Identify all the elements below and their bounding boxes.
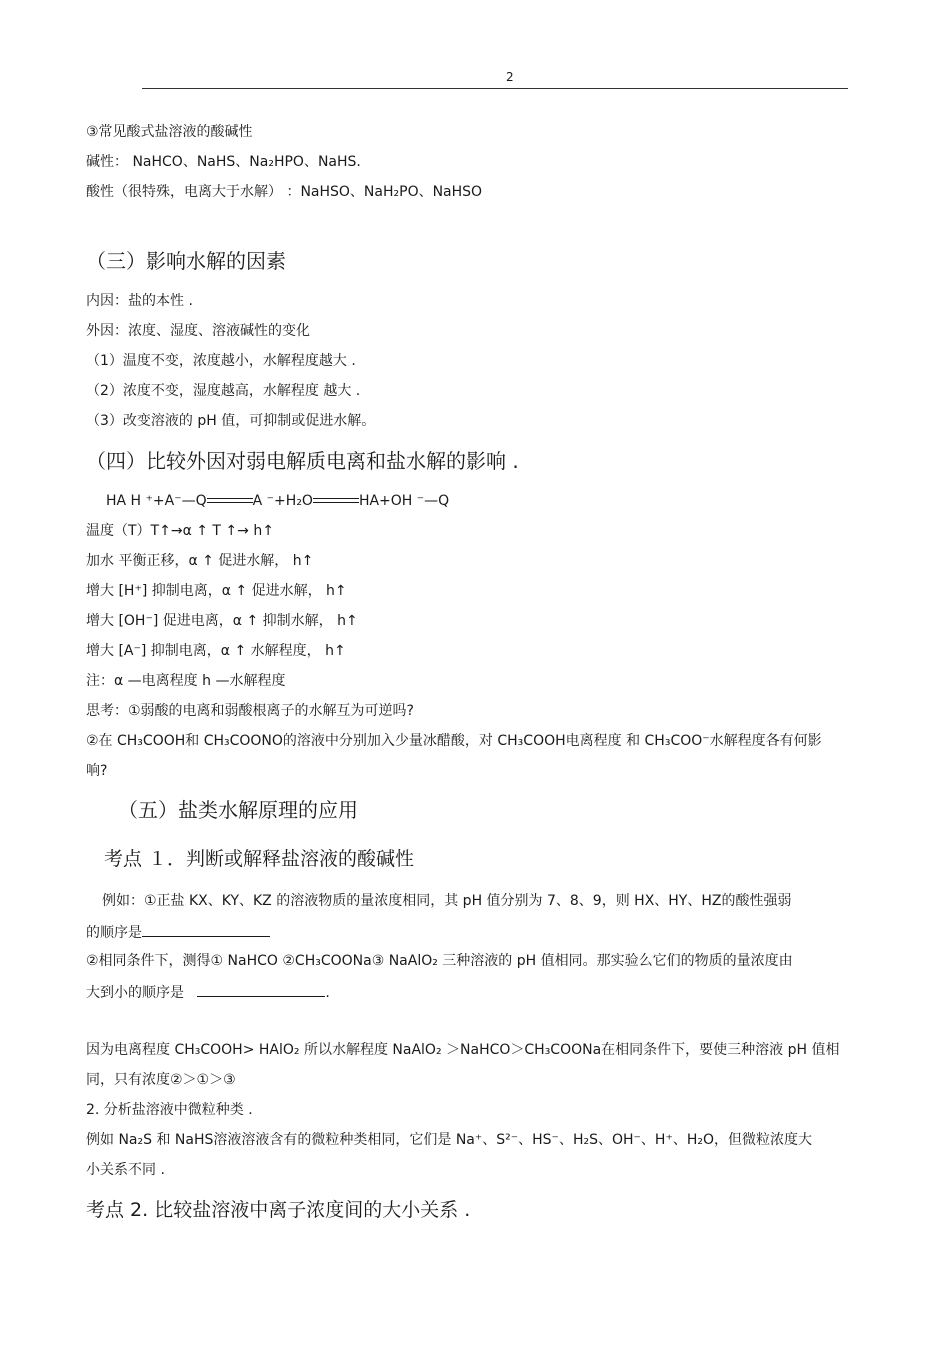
text-line: （1）温度不变，浓度越小，水解程度越大 . bbox=[86, 353, 356, 369]
equation-right: HA+OH ⁻—Q bbox=[358, 493, 450, 509]
text-line: 加水 平衡正移，α ↑ 促进水解， h↑ bbox=[86, 553, 314, 569]
text-line: ③常见酸式盐溶液的酸碱性 bbox=[86, 124, 253, 140]
page-number: 2 bbox=[506, 70, 514, 84]
text-line: ②在 CH₃COOH和 CH₃COONO的溶液中分别加入少量冰醋酸，对 CH₃COOH电离程度 和 CH₃COO⁻水解程度各有何影 bbox=[86, 733, 822, 749]
answer-blank[interactable] bbox=[197, 982, 325, 997]
text-line: 温度（T）T↑→α ↑ T ↑→ h↑ bbox=[86, 523, 274, 539]
text-line: 响? bbox=[86, 763, 108, 779]
text-line: （2）浓度不变，湿度越高，水解程度 越大 . bbox=[86, 383, 361, 399]
text-line: 例如：①正盐 KX、KY、KZ 的溶液物质的量浓度相同，其 pH 值分别为 7、8、9，则 HX、HY、HZ的酸性强弱 bbox=[102, 893, 792, 909]
text-line: 外因：浓度、湿度、溶液碱性的变化 bbox=[86, 323, 310, 339]
text-line: 注：α —电离程度 h —水解程度 bbox=[86, 673, 286, 689]
text-line: （3）改变溶液的 pH 值，可抑制或促进水解。 bbox=[86, 413, 376, 429]
section-heading: （三）影响水解的因素 bbox=[86, 249, 286, 273]
text-line: 思考：①弱酸的电离和弱酸根离子的水解互为可逆吗? bbox=[86, 703, 414, 719]
text-line: 2. 分析盐溶液中微粒种类 . bbox=[86, 1102, 253, 1118]
equilibrium-arrow bbox=[207, 497, 253, 505]
text-line: ②相同条件下，测得① NaHCO ②CH₃COONa③ NaAlO₂ 三种溶液的 pH 值相同。那实验么它们的物质的量浓度由 bbox=[86, 953, 793, 969]
text-line: 因为电离程度 CH₃COOH> HAlO₂ 所以水解程度 NaAlO₂ ＞NaHCO＞CH₃COONa在相同条件下，要使三种溶液 pH 值相 bbox=[86, 1042, 840, 1058]
equation-middle: A ⁻+H₂O bbox=[252, 493, 313, 509]
header-rule bbox=[142, 88, 848, 89]
text-line: 大到小的顺序是 . bbox=[86, 982, 330, 1002]
text-line: 增大 [A⁻] 抑制电离，α ↑ 水解程度， h↑ bbox=[86, 643, 346, 659]
text-line: 同，只有浓度②＞①＞③ bbox=[86, 1072, 236, 1088]
text-line: 例如 Na₂S 和 NaHS溶液溶液含有的微粒种类相同，它们是 Na⁺、S²⁻、HS⁻、H₂S、OH⁻、H⁺、H₂O，但微粒浓度大 bbox=[86, 1132, 812, 1148]
text-line: 小关系不同 . bbox=[86, 1162, 165, 1178]
text-line: 增大 [H⁺] 抑制电离，α ↑ 促进水解， h↑ bbox=[86, 583, 347, 599]
subsection-heading: 考点 2. 比较盐溶液中离子浓度间的大小关系 . bbox=[86, 1199, 471, 1221]
section-heading: （四）比较外因对弱电解质电离和盐水解的影响 . bbox=[86, 449, 519, 473]
text-line: 内因：盐的本性 . bbox=[86, 293, 193, 309]
text-line: 碱性： NaHCO、NaHS、Na₂HPO、NaHS. bbox=[86, 154, 361, 170]
equilibrium-arrow bbox=[313, 497, 359, 505]
equilibrium-equation bbox=[106, 492, 449, 510]
text-line: 的顺序是 bbox=[86, 922, 270, 942]
subsection-heading: 考点 １．判断或解释盐溶液的酸碱性 bbox=[104, 848, 415, 870]
equation-left: HA H ⁺+A⁻—Q bbox=[106, 493, 207, 509]
answer-blank[interactable] bbox=[142, 922, 270, 937]
text-line: 增大 [OH⁻] 促进电离，α ↑ 抑制水解， h↑ bbox=[86, 613, 358, 629]
text-line: 酸性（很特殊，电离大于水解） ：NaHSO、NaH₂PO、NaHSO bbox=[86, 184, 483, 200]
section-heading: （五）盐类水解原理的应用 bbox=[118, 798, 358, 822]
